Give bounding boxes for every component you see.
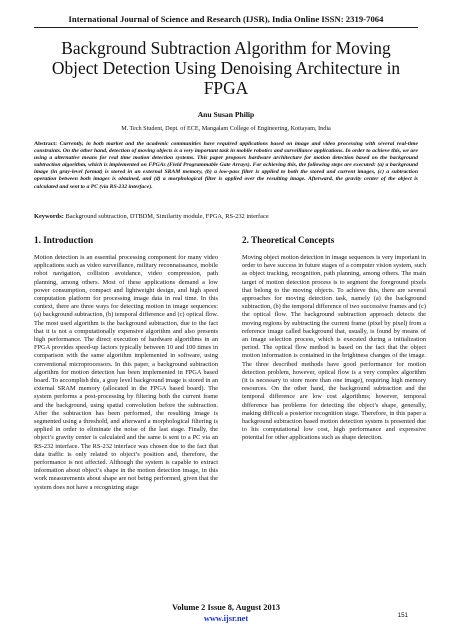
abstract	[34, 141, 418, 191]
section-title-theoretical-concepts: 2. Theoretical Concepts	[242, 235, 335, 245]
journal-header: International Journal of Science and Research (IJSR), India Online ISSN: 2319-7064	[68, 14, 384, 24]
abstract-text: Currently, in both market and the academic communities have required applications based on image and video processing with several real-time constraints. On the other hand, detection of moving objects is a very important task in mobile robotics and surveillance applications. In order to achieve this, we are using a alternative means for real time motion detection systems. This paper proposes hardware architecture for motion detection based on the background subtraction algorithm, which is implemented on FPGAs (Field Programmable Gate Arrays). For achieving this, the following steps are executed: (a) a background image (in gray-level format) is stored in an external SRAM memory, (b) a low-pass filter is applied to both the stored and current images, (c) a subtraction operation between both images is obtained, and (d) a morphological filter is applied over the resulting image. Afterward, the gravity center of the object is calculated and sent to a PC (via RS-232 interface).	[34, 141, 419, 190]
author-affiliation: M. Tech Student, Dept. of ECE, Mangalam College of Engineering, Kottayam, India	[121, 125, 331, 132]
footer-url-link[interactable]: www.ijsr.net	[203, 614, 249, 623]
section-title-introduction: 1. Introduction	[34, 235, 94, 245]
page-footer	[34, 602, 418, 624]
section-text-introduction: Motion detection is an essential processing component for many video applications such as video surveillance, military reconnaissance, mobile robot navigation, collision avoidance, video compression, path planning, among others. Most of these applications demand a low power consumption, compact and lightweight design, and high speed computation platform for processing image data in real time. In this context, there are three ways for detecting motion in image sequences: (a) background subtraction, (b) temporal difference and (c) optical flow. The most used algorithm is the background subtraction, due to the fact that it is not a computationally expensive algorithm and also presents high performance. The direct execution of hardware algorithms in an FPGA provides speed-up factors typically between 10 and 100 times in comparison with the same algorithm implemented in software, using conventional microprocessors. In this paper, a background subtraction algorithm for motion detection has been implemented in FPGA based board. To accomplish this, a gray level background image is stored in an external SRAM memory (allocated in the FPGA based board). The system performs a post-processing by filtering both the current frame and the background, using spatial convolution before the subtraction. After the subtraction has been performed, the resulting image is segmented using a threshold, and afterward a morphological filtering is applied in order to eliminate the noise of the last stage. Finally, the object’s gravity center is calculated and the same is sent to a PC via an RS-232 interface. The RS-232 interface was chosen due to the fact that data traffic is only related to object’s position and, therefore, the performance is not affected. Although the system is capable to extract information about object’s shape in the motion detection image, in this work measurements about shape are not being performed, given that the system does not have a recognizing stage	[34, 254, 218, 491]
keywords	[34, 213, 418, 221]
section-text-theoretical-concepts: Moving object motion detection in image sequences is very important in order to have success in future stages of a computer vision system, such as object tracking, recognition, path planning, among others. The main target of motion detection process is to segment the foreground pixels that belong to the moving objects. To achieve this, there are several approaches for moving detection task, namely (a) the background subtraction, (b) the temporal difference of two successive frames and (c) the optical flow. The background subtraction approach detects the moving regions by subtracting the current frame (pixel by pixel) from a reference image called background that, usually, is found by means of an image selection process, which is executed during a initialization period. The optical flow method is based on the fact that the object motion information is contained in the brightness changes of the image. The three described methods have good performance for motion detection problem, however, optical flow is a very complex algorithm (it is necessary to store more than one image), requiring high memory resources. On the other hand, the background subtraction and the temporal difference are low cost algorithms; however, temporal difference has problems for detecting the object’s shape, generally, making difficult a posterior recognition stage. Therefore, in this paper a background subtraction based motion detection system is presented due to his computational low cost, high performance and expressive potential for other applications such as shape detection.	[242, 254, 426, 442]
footer-volume: Volume 2 Issue 8, August 2013	[171, 603, 281, 612]
author-name: Anu Susan Philip	[197, 110, 255, 119]
paper-title: Background Subtraction Algorithm for Moving Object Detection Using Denoising Architecture in FPGA	[51, 38, 401, 98]
right-column	[242, 235, 426, 443]
keywords-label: Keywords:	[34, 213, 64, 220]
keywords-text: Background subtraction, DTBDM, Similarity module, FPGA, RS-232 interface	[65, 213, 269, 220]
header-rule	[34, 27, 418, 28]
abstract-label: Abstract:	[34, 141, 58, 147]
page-number: 151	[397, 612, 408, 619]
left-column	[34, 235, 218, 492]
